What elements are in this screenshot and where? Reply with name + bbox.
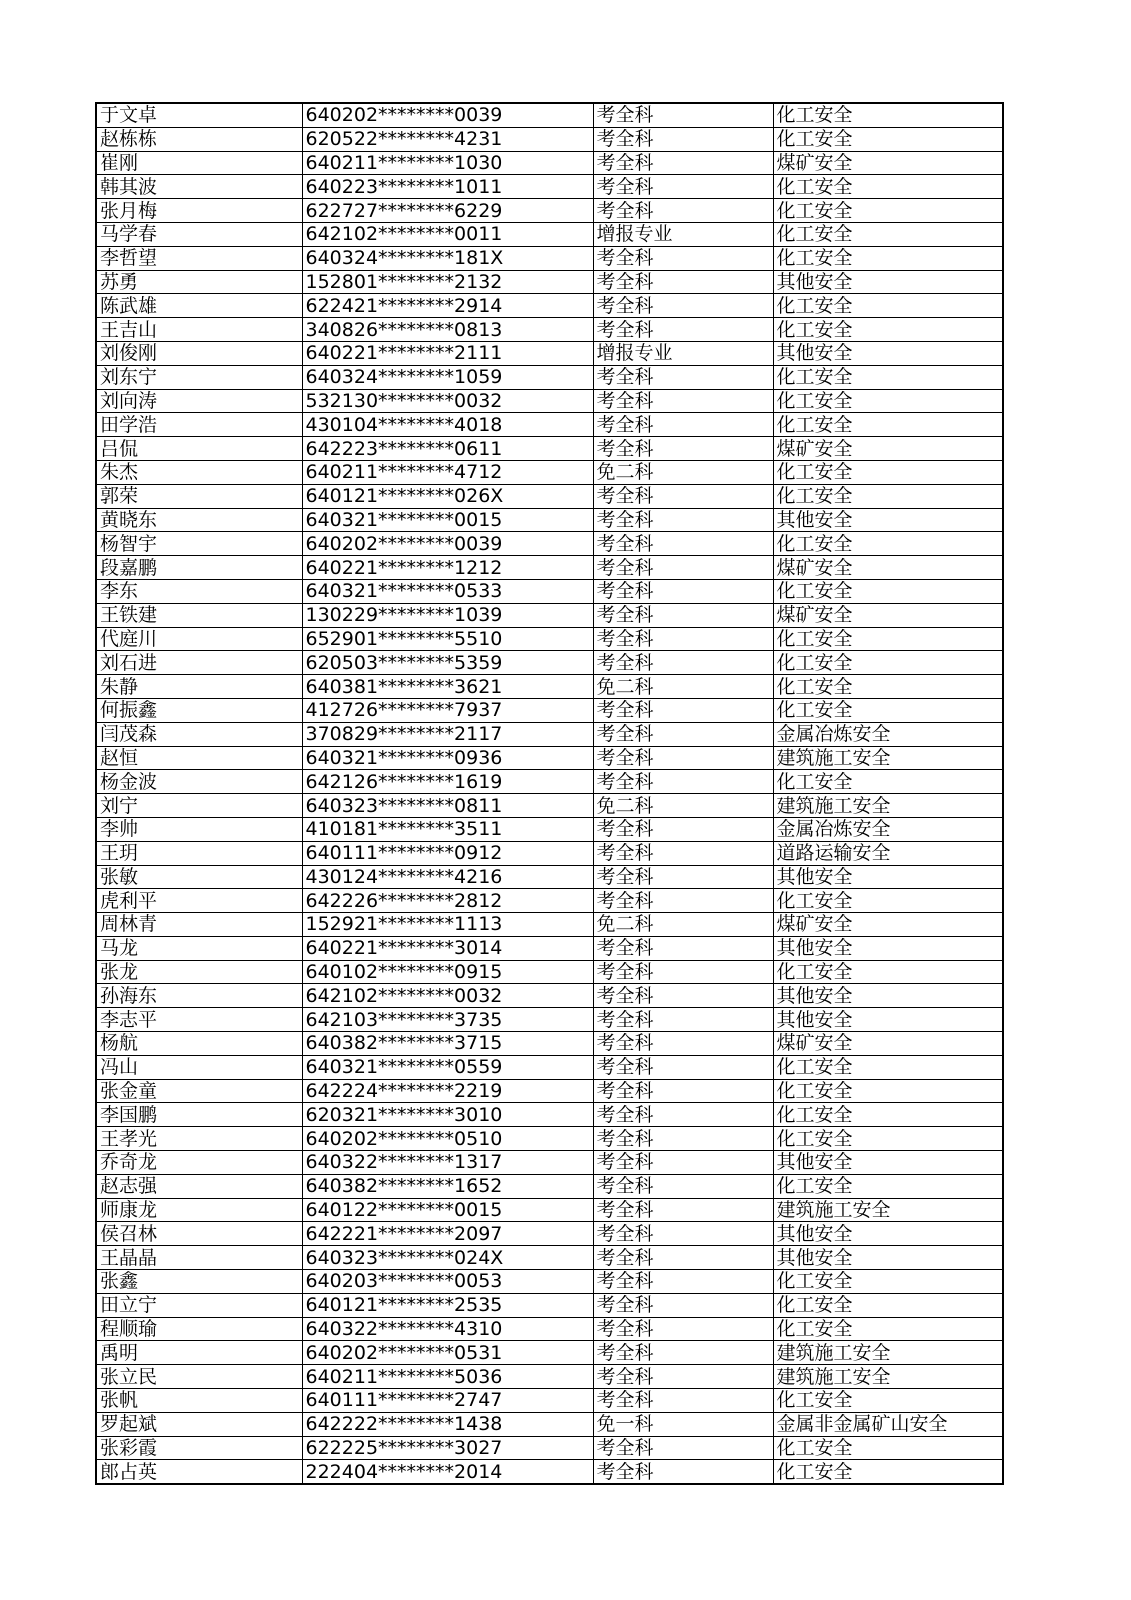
safety-category-cell: 化工安全 <box>773 199 1003 223</box>
table-row <box>96 389 1003 413</box>
candidate-name-cell: 张龙 <box>96 960 302 984</box>
exam-type-cell: 考全科 <box>593 1008 773 1032</box>
candidate-name-cell: 赵栋栋 <box>96 127 302 151</box>
id-number-cell: 430124********4216 <box>302 865 593 889</box>
safety-category-cell: 化工安全 <box>773 1103 1003 1127</box>
id-number-cell: 642126********1619 <box>302 770 593 794</box>
table-row <box>96 865 1003 889</box>
table-row <box>96 294 1003 318</box>
table-row <box>96 1389 1003 1413</box>
exam-type-cell: 考全科 <box>593 556 773 580</box>
exam-type-cell: 考全科 <box>593 746 773 770</box>
safety-category-cell: 化工安全 <box>773 1055 1003 1079</box>
table-row <box>96 1103 1003 1127</box>
exam-type-cell: 考全科 <box>593 841 773 865</box>
safety-category-cell: 化工安全 <box>773 675 1003 699</box>
id-number-cell: 640321********0533 <box>302 579 593 603</box>
exam-type-cell: 考全科 <box>593 127 773 151</box>
candidate-name-cell: 刘向涛 <box>96 389 302 413</box>
safety-category-cell: 煤矿安全 <box>773 151 1003 175</box>
exam-type-cell: 考全科 <box>593 1365 773 1389</box>
exam-type-cell: 免二科 <box>593 794 773 818</box>
id-number-cell: 642222********1438 <box>302 1412 593 1436</box>
table-row <box>96 936 1003 960</box>
exam-type-cell: 考全科 <box>593 1032 773 1056</box>
exam-type-cell: 免二科 <box>593 913 773 937</box>
safety-category-cell: 其他安全 <box>773 508 1003 532</box>
id-number-cell: 640202********0039 <box>302 532 593 556</box>
table-row <box>96 1222 1003 1246</box>
safety-category-cell: 其他安全 <box>773 341 1003 365</box>
table-row <box>96 1151 1003 1175</box>
exam-type-cell: 考全科 <box>593 722 773 746</box>
table-row <box>96 627 1003 651</box>
candidate-name-cell: 苏勇 <box>96 270 302 294</box>
exam-type-cell: 免一科 <box>593 1412 773 1436</box>
table-row <box>96 1174 1003 1198</box>
exam-type-cell: 考全科 <box>593 532 773 556</box>
exam-type-cell: 考全科 <box>593 1055 773 1079</box>
candidate-name-cell: 刘东宁 <box>96 365 302 389</box>
exam-type-cell: 考全科 <box>593 698 773 722</box>
exam-type-cell: 考全科 <box>593 1270 773 1294</box>
safety-category-cell: 化工安全 <box>773 889 1003 913</box>
table-row <box>96 1198 1003 1222</box>
id-number-cell: 640211********5036 <box>302 1365 593 1389</box>
table-row <box>96 484 1003 508</box>
candidate-name-cell: 冯山 <box>96 1055 302 1079</box>
safety-category-cell: 道路运输安全 <box>773 841 1003 865</box>
table-row <box>96 556 1003 580</box>
table-row <box>96 1293 1003 1317</box>
safety-category-cell: 化工安全 <box>773 960 1003 984</box>
safety-category-cell: 化工安全 <box>773 460 1003 484</box>
exam-type-cell: 考全科 <box>593 889 773 913</box>
table-row <box>96 127 1003 151</box>
safety-category-cell: 化工安全 <box>773 484 1003 508</box>
table-row <box>96 246 1003 270</box>
safety-category-cell: 煤矿安全 <box>773 437 1003 461</box>
table-row <box>96 1270 1003 1294</box>
exam-type-cell: 考全科 <box>593 960 773 984</box>
safety-category-cell: 建筑施工安全 <box>773 746 1003 770</box>
safety-category-cell: 化工安全 <box>773 389 1003 413</box>
roster-table <box>95 102 1004 1485</box>
table-row <box>96 603 1003 627</box>
table-row <box>96 508 1003 532</box>
exam-type-cell: 考全科 <box>593 936 773 960</box>
table-row <box>96 460 1003 484</box>
id-number-cell: 640211********4712 <box>302 460 593 484</box>
table-row <box>96 1317 1003 1341</box>
exam-type-cell: 考全科 <box>593 1103 773 1127</box>
candidate-name-cell: 孙海东 <box>96 984 302 1008</box>
id-number-cell: 640322********1317 <box>302 1151 593 1175</box>
exam-type-cell: 考全科 <box>593 270 773 294</box>
exam-type-cell: 考全科 <box>593 1460 773 1484</box>
candidate-name-cell: 李东 <box>96 579 302 603</box>
candidate-name-cell: 赵志强 <box>96 1174 302 1198</box>
id-number-cell: 130229********1039 <box>302 603 593 627</box>
table-row <box>96 651 1003 675</box>
candidate-name-cell: 虎利平 <box>96 889 302 913</box>
id-number-cell: 640122********0015 <box>302 1198 593 1222</box>
id-number-cell: 642103********3735 <box>302 1008 593 1032</box>
id-number-cell: 340826********0813 <box>302 318 593 342</box>
candidate-name-cell: 黄晓东 <box>96 508 302 532</box>
safety-category-cell: 化工安全 <box>773 651 1003 675</box>
safety-category-cell: 建筑施工安全 <box>773 1365 1003 1389</box>
candidate-name-cell: 朱静 <box>96 675 302 699</box>
table-row <box>96 1079 1003 1103</box>
candidate-name-cell: 段嘉鹏 <box>96 556 302 580</box>
exam-type-cell: 考全科 <box>593 199 773 223</box>
safety-category-cell: 煤矿安全 <box>773 603 1003 627</box>
exam-type-cell: 考全科 <box>593 484 773 508</box>
exam-type-cell: 考全科 <box>593 1127 773 1151</box>
candidate-name-cell: 王铁建 <box>96 603 302 627</box>
id-number-cell: 640382********1652 <box>302 1174 593 1198</box>
table-row <box>96 1008 1003 1032</box>
table-row <box>96 698 1003 722</box>
candidate-name-cell: 周林青 <box>96 913 302 937</box>
id-number-cell: 640111********0912 <box>302 841 593 865</box>
id-number-cell: 622421********2914 <box>302 294 593 318</box>
id-number-cell: 410181********3511 <box>302 817 593 841</box>
candidate-name-cell: 师康龙 <box>96 1198 302 1222</box>
candidate-name-cell: 刘俊刚 <box>96 341 302 365</box>
table-row <box>96 103 1003 127</box>
id-number-cell: 152921********1113 <box>302 913 593 937</box>
safety-category-cell: 化工安全 <box>773 413 1003 437</box>
id-number-cell: 640322********4310 <box>302 1317 593 1341</box>
id-number-cell: 640102********0915 <box>302 960 593 984</box>
id-number-cell: 640321********0559 <box>302 1055 593 1079</box>
table-row <box>96 817 1003 841</box>
exam-type-cell: 考全科 <box>593 1222 773 1246</box>
candidate-name-cell: 禹明 <box>96 1341 302 1365</box>
id-number-cell: 640221********3014 <box>302 936 593 960</box>
exam-type-cell: 考全科 <box>593 1198 773 1222</box>
safety-category-cell: 其他安全 <box>773 936 1003 960</box>
safety-category-cell: 化工安全 <box>773 1174 1003 1198</box>
exam-type-cell: 考全科 <box>593 294 773 318</box>
id-number-cell: 640121********026X <box>302 484 593 508</box>
table-row <box>96 1055 1003 1079</box>
exam-type-cell: 考全科 <box>593 1341 773 1365</box>
candidate-name-cell: 代庭川 <box>96 627 302 651</box>
exam-type-cell: 考全科 <box>593 1436 773 1460</box>
id-number-cell: 642223********0611 <box>302 437 593 461</box>
exam-type-cell: 考全科 <box>593 151 773 175</box>
candidate-name-cell: 王吉山 <box>96 318 302 342</box>
table-row <box>96 532 1003 556</box>
safety-category-cell: 化工安全 <box>773 1317 1003 1341</box>
candidate-name-cell: 杨航 <box>96 1032 302 1056</box>
id-number-cell: 640223********1011 <box>302 175 593 199</box>
table-row <box>96 341 1003 365</box>
table-row <box>96 889 1003 913</box>
table-row <box>96 1412 1003 1436</box>
id-number-cell: 640203********0053 <box>302 1270 593 1294</box>
table-row <box>96 1246 1003 1270</box>
table-row <box>96 413 1003 437</box>
id-number-cell: 640323********0811 <box>302 794 593 818</box>
candidate-name-cell: 李哲望 <box>96 246 302 270</box>
exam-type-cell: 考全科 <box>593 865 773 889</box>
exam-type-cell: 考全科 <box>593 1246 773 1270</box>
id-number-cell: 642221********2097 <box>302 1222 593 1246</box>
id-number-cell: 622225********3027 <box>302 1436 593 1460</box>
table-row <box>96 365 1003 389</box>
safety-category-cell: 化工安全 <box>773 246 1003 270</box>
candidate-name-cell: 韩其波 <box>96 175 302 199</box>
candidate-name-cell: 田立宁 <box>96 1293 302 1317</box>
id-number-cell: 620503********5359 <box>302 651 593 675</box>
exam-type-cell: 考全科 <box>593 1079 773 1103</box>
candidate-name-cell: 乔奇龙 <box>96 1151 302 1175</box>
exam-type-cell: 增报专业 <box>593 341 773 365</box>
id-number-cell: 370829********2117 <box>302 722 593 746</box>
candidate-name-cell: 王玥 <box>96 841 302 865</box>
candidate-name-cell: 赵恒 <box>96 746 302 770</box>
candidate-name-cell: 张帆 <box>96 1389 302 1413</box>
table-row <box>96 1341 1003 1365</box>
safety-category-cell: 建筑施工安全 <box>773 794 1003 818</box>
candidate-name-cell: 闫茂森 <box>96 722 302 746</box>
exam-type-cell: 考全科 <box>593 1174 773 1198</box>
candidate-name-cell: 张敏 <box>96 865 302 889</box>
table-row <box>96 770 1003 794</box>
exam-type-cell: 考全科 <box>593 579 773 603</box>
exam-type-cell: 考全科 <box>593 413 773 437</box>
safety-category-cell: 化工安全 <box>773 103 1003 127</box>
candidate-name-cell: 刘宁 <box>96 794 302 818</box>
safety-category-cell: 化工安全 <box>773 294 1003 318</box>
safety-category-cell: 其他安全 <box>773 270 1003 294</box>
candidate-name-cell: 李志平 <box>96 1008 302 1032</box>
safety-category-cell: 化工安全 <box>773 1389 1003 1413</box>
id-number-cell: 640221********1212 <box>302 556 593 580</box>
id-number-cell: 412726********7937 <box>302 698 593 722</box>
safety-category-cell: 煤矿安全 <box>773 556 1003 580</box>
candidate-name-cell: 张鑫 <box>96 1270 302 1294</box>
safety-category-cell: 化工安全 <box>773 579 1003 603</box>
exam-type-cell: 考全科 <box>593 1389 773 1413</box>
safety-category-cell: 其他安全 <box>773 1222 1003 1246</box>
exam-type-cell: 考全科 <box>593 389 773 413</box>
exam-type-cell: 考全科 <box>593 984 773 1008</box>
id-number-cell: 640221********2111 <box>302 341 593 365</box>
candidate-name-cell: 李帅 <box>96 817 302 841</box>
table-row <box>96 675 1003 699</box>
id-number-cell: 640121********2535 <box>302 1293 593 1317</box>
safety-category-cell: 化工安全 <box>773 1270 1003 1294</box>
id-number-cell: 430104********4018 <box>302 413 593 437</box>
id-number-cell: 620522********4231 <box>302 127 593 151</box>
exam-type-cell: 考全科 <box>593 1151 773 1175</box>
candidate-name-cell: 罗起斌 <box>96 1412 302 1436</box>
exam-type-cell: 考全科 <box>593 365 773 389</box>
candidate-name-cell: 张彩霞 <box>96 1436 302 1460</box>
exam-type-cell: 考全科 <box>593 770 773 794</box>
safety-category-cell: 其他安全 <box>773 1151 1003 1175</box>
safety-category-cell: 化工安全 <box>773 175 1003 199</box>
safety-category-cell: 其他安全 <box>773 865 1003 889</box>
table-row <box>96 794 1003 818</box>
id-number-cell: 640382********3715 <box>302 1032 593 1056</box>
exam-type-cell: 考全科 <box>593 627 773 651</box>
id-number-cell: 640381********3621 <box>302 675 593 699</box>
id-number-cell: 640323********024X <box>302 1246 593 1270</box>
table-row <box>96 722 1003 746</box>
safety-category-cell: 煤矿安全 <box>773 913 1003 937</box>
candidate-name-cell: 吕侃 <box>96 437 302 461</box>
table-row <box>96 318 1003 342</box>
safety-category-cell: 化工安全 <box>773 698 1003 722</box>
safety-category-cell: 其他安全 <box>773 1246 1003 1270</box>
exam-type-cell: 考全科 <box>593 103 773 127</box>
exam-type-cell: 考全科 <box>593 246 773 270</box>
candidate-name-cell: 马学春 <box>96 222 302 246</box>
candidate-name-cell: 程顺瑜 <box>96 1317 302 1341</box>
safety-category-cell: 其他安全 <box>773 984 1003 1008</box>
safety-category-cell: 其他安全 <box>773 1008 1003 1032</box>
candidate-name-cell: 陈武雄 <box>96 294 302 318</box>
candidate-name-cell: 杨智宇 <box>96 532 302 556</box>
exam-type-cell: 增报专业 <box>593 222 773 246</box>
exam-type-cell: 考全科 <box>593 508 773 532</box>
safety-category-cell: 煤矿安全 <box>773 1032 1003 1056</box>
table-row <box>96 199 1003 223</box>
exam-type-cell: 考全科 <box>593 437 773 461</box>
exam-type-cell: 考全科 <box>593 1317 773 1341</box>
safety-category-cell: 金属冶炼安全 <box>773 722 1003 746</box>
id-number-cell: 620321********3010 <box>302 1103 593 1127</box>
exam-type-cell: 考全科 <box>593 651 773 675</box>
exam-type-cell: 考全科 <box>593 603 773 627</box>
candidate-name-cell: 朱杰 <box>96 460 302 484</box>
id-number-cell: 622727********6229 <box>302 199 593 223</box>
candidate-name-cell: 李国鹏 <box>96 1103 302 1127</box>
exam-type-cell: 考全科 <box>593 318 773 342</box>
candidate-name-cell: 何振鑫 <box>96 698 302 722</box>
safety-category-cell: 化工安全 <box>773 1436 1003 1460</box>
table-row <box>96 913 1003 937</box>
id-number-cell: 532130********0032 <box>302 389 593 413</box>
exam-type-cell: 免二科 <box>593 460 773 484</box>
safety-category-cell: 化工安全 <box>773 1127 1003 1151</box>
roster-sheet <box>95 102 1002 1485</box>
roster-body <box>96 103 1003 1484</box>
exam-type-cell: 考全科 <box>593 175 773 199</box>
exam-type-cell: 免二科 <box>593 675 773 699</box>
id-number-cell: 640202********0039 <box>302 103 593 127</box>
table-row <box>96 841 1003 865</box>
safety-category-cell: 化工安全 <box>773 770 1003 794</box>
id-number-cell: 640321********0015 <box>302 508 593 532</box>
safety-category-cell: 金属非金属矿山安全 <box>773 1412 1003 1436</box>
candidate-name-cell: 田学浩 <box>96 413 302 437</box>
safety-category-cell: 化工安全 <box>773 222 1003 246</box>
id-number-cell: 152801********2132 <box>302 270 593 294</box>
table-row <box>96 960 1003 984</box>
id-number-cell: 640324********1059 <box>302 365 593 389</box>
id-number-cell: 642102********0032 <box>302 984 593 1008</box>
id-number-cell: 652901********5510 <box>302 627 593 651</box>
safety-category-cell: 化工安全 <box>773 1293 1003 1317</box>
table-row <box>96 151 1003 175</box>
candidate-name-cell: 张立民 <box>96 1365 302 1389</box>
table-row <box>96 984 1003 1008</box>
candidate-name-cell: 张金童 <box>96 1079 302 1103</box>
table-row <box>96 1032 1003 1056</box>
candidate-name-cell: 崔刚 <box>96 151 302 175</box>
table-row <box>96 270 1003 294</box>
id-number-cell: 640324********181X <box>302 246 593 270</box>
table-row <box>96 746 1003 770</box>
safety-category-cell: 金属冶炼安全 <box>773 817 1003 841</box>
candidate-name-cell: 于文卓 <box>96 103 302 127</box>
id-number-cell: 642226********2812 <box>302 889 593 913</box>
table-row <box>96 1460 1003 1484</box>
safety-category-cell: 建筑施工安全 <box>773 1341 1003 1365</box>
table-row <box>96 437 1003 461</box>
id-number-cell: 642102********0011 <box>302 222 593 246</box>
safety-category-cell: 化工安全 <box>773 627 1003 651</box>
safety-category-cell: 化工安全 <box>773 365 1003 389</box>
candidate-name-cell: 郎占英 <box>96 1460 302 1484</box>
id-number-cell: 222404********2014 <box>302 1460 593 1484</box>
table-row <box>96 1365 1003 1389</box>
id-number-cell: 640111********2747 <box>302 1389 593 1413</box>
safety-category-cell: 化工安全 <box>773 532 1003 556</box>
id-number-cell: 640202********0531 <box>302 1341 593 1365</box>
exam-type-cell: 考全科 <box>593 1293 773 1317</box>
table-row <box>96 175 1003 199</box>
candidate-name-cell: 张月梅 <box>96 199 302 223</box>
candidate-name-cell: 侯召林 <box>96 1222 302 1246</box>
candidate-name-cell: 杨金波 <box>96 770 302 794</box>
candidate-name-cell: 郭荣 <box>96 484 302 508</box>
id-number-cell: 640202********0510 <box>302 1127 593 1151</box>
table-row <box>96 222 1003 246</box>
table-row <box>96 1436 1003 1460</box>
safety-category-cell: 化工安全 <box>773 318 1003 342</box>
id-number-cell: 642224********2219 <box>302 1079 593 1103</box>
candidate-name-cell: 刘石进 <box>96 651 302 675</box>
id-number-cell: 640211********1030 <box>302 151 593 175</box>
safety-category-cell: 化工安全 <box>773 1460 1003 1484</box>
candidate-name-cell: 王孝光 <box>96 1127 302 1151</box>
safety-category-cell: 化工安全 <box>773 127 1003 151</box>
safety-category-cell: 建筑施工安全 <box>773 1198 1003 1222</box>
table-row <box>96 579 1003 603</box>
id-number-cell: 640321********0936 <box>302 746 593 770</box>
exam-type-cell: 考全科 <box>593 817 773 841</box>
candidate-name-cell: 马龙 <box>96 936 302 960</box>
safety-category-cell: 化工安全 <box>773 1079 1003 1103</box>
table-row <box>96 1127 1003 1151</box>
candidate-name-cell: 王晶晶 <box>96 1246 302 1270</box>
